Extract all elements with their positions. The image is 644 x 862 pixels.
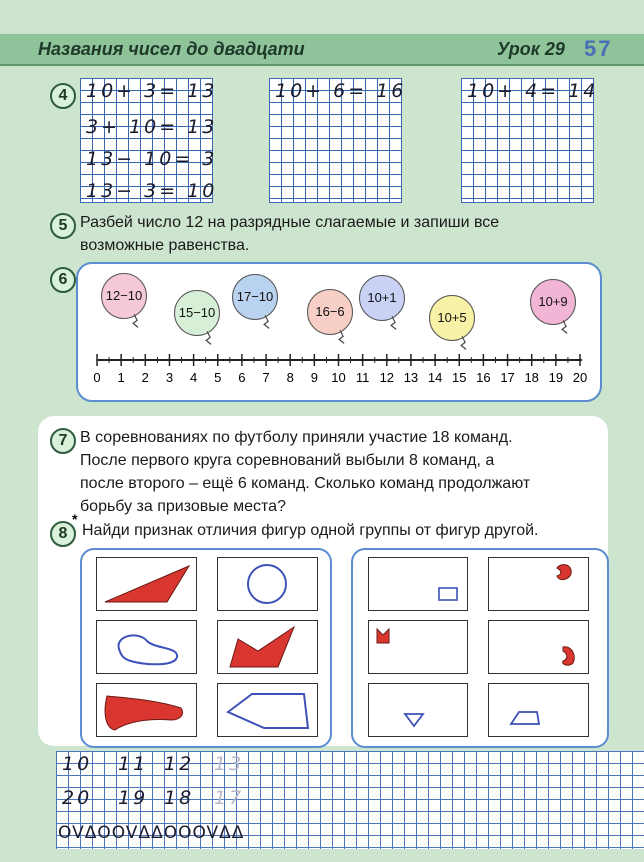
task-5-line-2: возможные равенства. <box>80 237 250 254</box>
grid-1-line-3: 13− 10= 3 <box>86 148 218 170</box>
task-4-grid-2 <box>269 78 407 203</box>
balloon-10-1: 10+1 <box>359 275 405 321</box>
tick-label: 17 <box>500 370 515 385</box>
task-5-text <box>80 211 610 257</box>
balloon-12-10: 12−10 <box>101 273 147 319</box>
tick-label: 12 <box>379 370 395 385</box>
page-title: Названия чисел до двадцати <box>38 39 305 59</box>
grid-1-line-2: 3+ 10= 13 <box>86 116 218 138</box>
tick-label: 0 <box>93 370 101 385</box>
grid-1-line-1: 10+ 3= 13 <box>86 80 218 102</box>
task-5-line-1: Разбей число 12 на разрядные слагаемые и запиши все <box>80 214 500 231</box>
bottom-row2-4: 17 <box>214 787 245 809</box>
figure-right-red-bean-bottom <box>488 620 589 674</box>
tick-label: 1 <box>117 370 125 385</box>
bottom-row1-4: 13 <box>214 753 245 775</box>
figure-left-circle <box>217 557 318 611</box>
balloon-15-10: 15−10 <box>174 290 220 336</box>
tick-label: 18 <box>524 370 539 385</box>
balloon-10-9: 10+9 <box>530 279 576 325</box>
task-5-number: 5 <box>50 213 76 239</box>
task-8-text: Найди признак отличия фигур одной группы от фигур другой. <box>82 522 539 539</box>
tick-label: 9 <box>310 370 318 385</box>
tick-label: 3 <box>165 370 174 385</box>
figure-left-star-polygon <box>217 620 318 674</box>
tick-label: 8 <box>286 370 294 385</box>
figure-left-bean <box>96 620 197 674</box>
tick-label: 4 <box>189 370 198 385</box>
figure-right-trapezoid <box>488 683 589 737</box>
task-8-star: * <box>72 511 78 527</box>
bottom-row2-1: 20 <box>62 787 93 809</box>
grid-2-line-1: 10+ 6= 16 <box>275 80 407 102</box>
task-4-number: 4 <box>50 83 76 109</box>
task-7-line-2: После первого круга соревнований выбыли 8 команд, а <box>80 452 495 469</box>
task-6-number: 6 <box>50 267 76 293</box>
balloon-17-10: 17−10 <box>232 274 278 320</box>
tick-label: 19 <box>548 370 564 385</box>
figure-left-hexagon <box>217 683 318 737</box>
task-4-grid-3 <box>461 78 599 203</box>
balloon-16-6: 16−6 <box>307 289 353 335</box>
page-number: 57 <box>584 36 613 61</box>
lesson-label: Урок 29 <box>497 39 565 59</box>
grid-3-line-1: 10+ 4= 14 <box>467 80 599 102</box>
figure-right-rectangle <box>368 557 468 611</box>
tick-label: 14 <box>427 370 443 385</box>
shape-pattern: OVΔOOVΔΔOOOVΔΔ <box>58 823 245 843</box>
figure-right-triangle <box>368 683 468 737</box>
figure-left-drop <box>96 683 197 737</box>
tick-label: 6 <box>238 370 246 385</box>
bottom-row2-2: 19 <box>118 787 149 809</box>
page-header <box>0 34 644 66</box>
task-8-number: 8 <box>50 521 76 547</box>
task-7-number: 7 <box>50 428 76 454</box>
task-7-line-3: после второго – ещё 6 команд. Сколько команд продолжают <box>80 475 531 492</box>
task-7-text <box>80 426 600 518</box>
task-7-line-4: борьбу за призовые места? <box>80 498 286 515</box>
tick-label: 2 <box>141 370 149 385</box>
tick-label: 20 <box>572 370 588 385</box>
tick-label: 11 <box>355 370 370 385</box>
handwriting-grid <box>56 751 644 849</box>
tick-label: 10 <box>331 370 346 385</box>
bottom-row1-2: 11 <box>118 753 149 775</box>
tick-label: 15 <box>452 370 467 385</box>
bottom-row2-3: 18 <box>164 787 195 809</box>
grid-1-line-4: 13− 3= 10 <box>86 180 218 202</box>
tick-label: 7 <box>262 370 270 385</box>
bottom-row1-3: 12 <box>164 753 195 775</box>
task-4-grid-1 <box>80 78 218 203</box>
tick-label: 5 <box>214 370 222 385</box>
bottom-row1-1: 10 <box>62 753 93 775</box>
balloon-10-5: 10+5 <box>429 295 475 341</box>
tick-label: 16 <box>476 370 491 385</box>
tick-label: 13 <box>403 370 419 385</box>
figure-right-red-bean-top <box>488 557 589 611</box>
figure-right-red-notch <box>368 620 468 674</box>
task-7-line-1: В соревнованиях по футболу приняли участие 18 команд. <box>80 429 513 446</box>
figure-left-triangle <box>96 557 197 611</box>
